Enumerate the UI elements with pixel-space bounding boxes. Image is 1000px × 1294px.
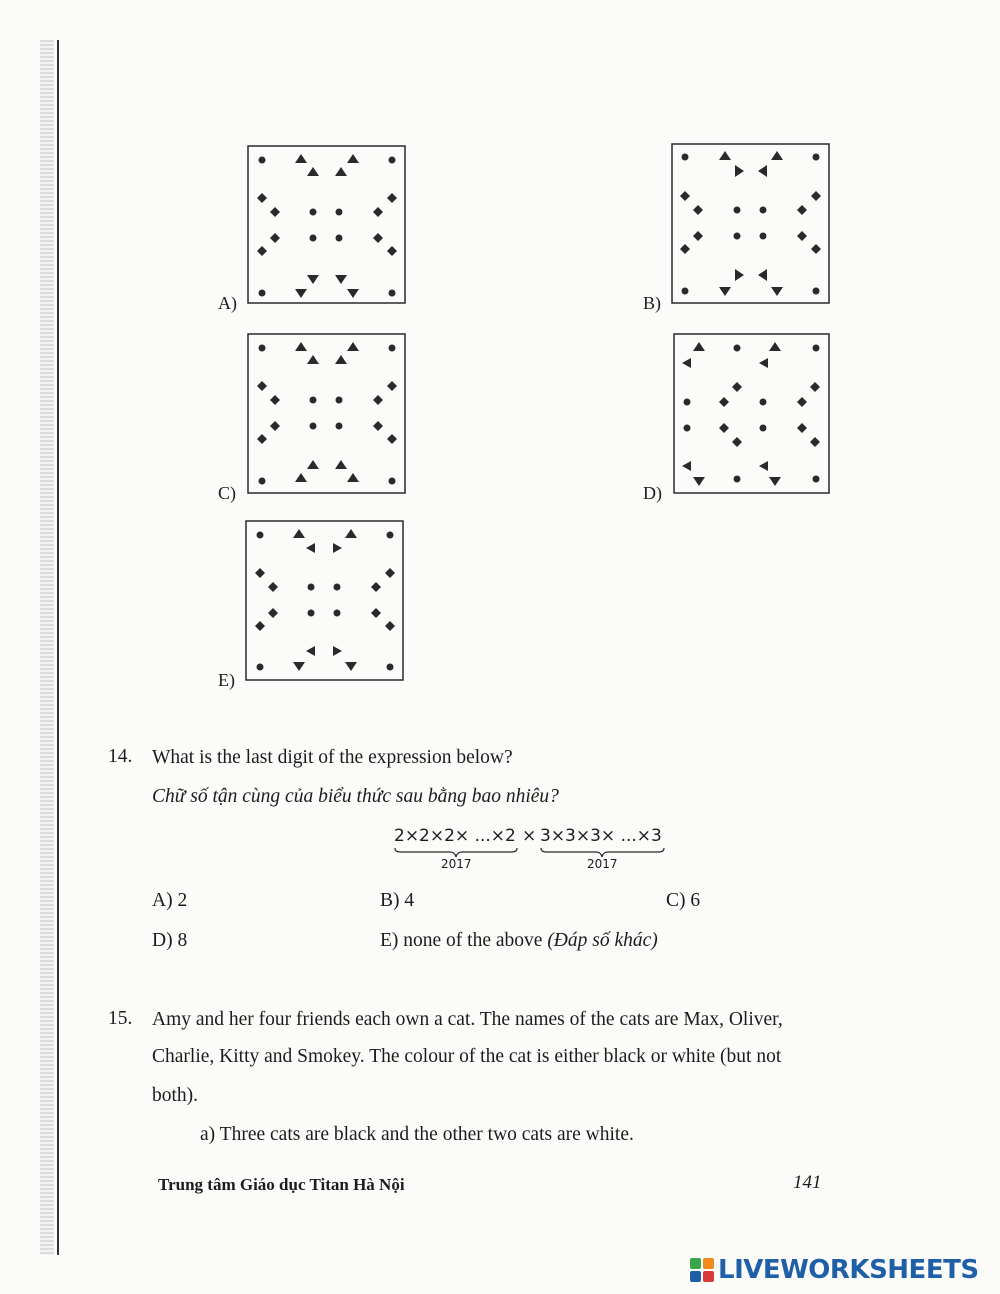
option-b-label: B) [643,293,661,313]
footer-center-name: Trung tâm Giáo dục Titan Hà Nội [158,1175,405,1194]
expr-right-count: 2017 [587,857,618,871]
option-c-figure[interactable] [247,333,407,495]
question-14-text-vi: Chữ số tận cùng của biểu thức sau bằng bao nhiêu? [152,786,559,807]
expr-left-count: 2017 [441,857,472,871]
expr-times: × [522,826,537,846]
page-number: 141 [793,1172,822,1193]
expr-right: 3×3×3× ...×3 [540,826,662,846]
answer-e-vi: (Đáp số khác) [547,930,658,951]
pattern-e [245,520,405,682]
question-15-line-2: Charlie, Kitty and Smokey. The colour of the cat is either black or white (but not [152,1046,782,1067]
question-15-clue-a: a) Three cats are black and the other two cats are white. [200,1124,634,1145]
liveworksheets-logo[interactable] [690,1253,979,1287]
answer-a[interactable]: A) 2 [152,890,188,911]
answer-d[interactable]: D) 8 [152,930,188,951]
pattern-a [247,145,407,305]
option-e-label: E) [218,670,235,690]
option-b-figure[interactable] [671,143,831,305]
answer-e-text: E) none of the above [380,930,543,951]
answer-b[interactable]: B) 4 [380,890,415,911]
answer-c[interactable]: C) 6 [666,890,701,911]
option-a-figure[interactable] [247,145,407,305]
question-14-text-en: What is the last digit of the expression below? [152,747,513,768]
question-15-line-3: both). [152,1085,199,1106]
option-e-figure[interactable] [245,520,405,682]
question-15-number: 15. [108,1008,133,1029]
question-14-number: 14. [108,746,133,767]
expr-left: 2×2×2× ...×2 [394,826,516,846]
pattern-b [671,143,831,305]
option-c-label: C) [218,483,236,503]
underbraces [394,847,669,859]
option-a-label: A) [218,293,237,313]
liveworksheets-logo-icon [690,1258,714,1282]
liveworksheets-logo-text: LIVEWORKSHEETS [718,1255,979,1285]
option-d-label: D) [643,483,662,503]
question-15-line-1: Amy and her four friends each own a cat. The names of the cats are Max, Oliver, [152,1009,783,1030]
answer-e[interactable] [380,930,658,952]
page-binding-edge [0,40,62,1255]
option-d-figure[interactable] [673,333,831,495]
pattern-c [247,333,407,495]
pattern-d [673,333,831,495]
